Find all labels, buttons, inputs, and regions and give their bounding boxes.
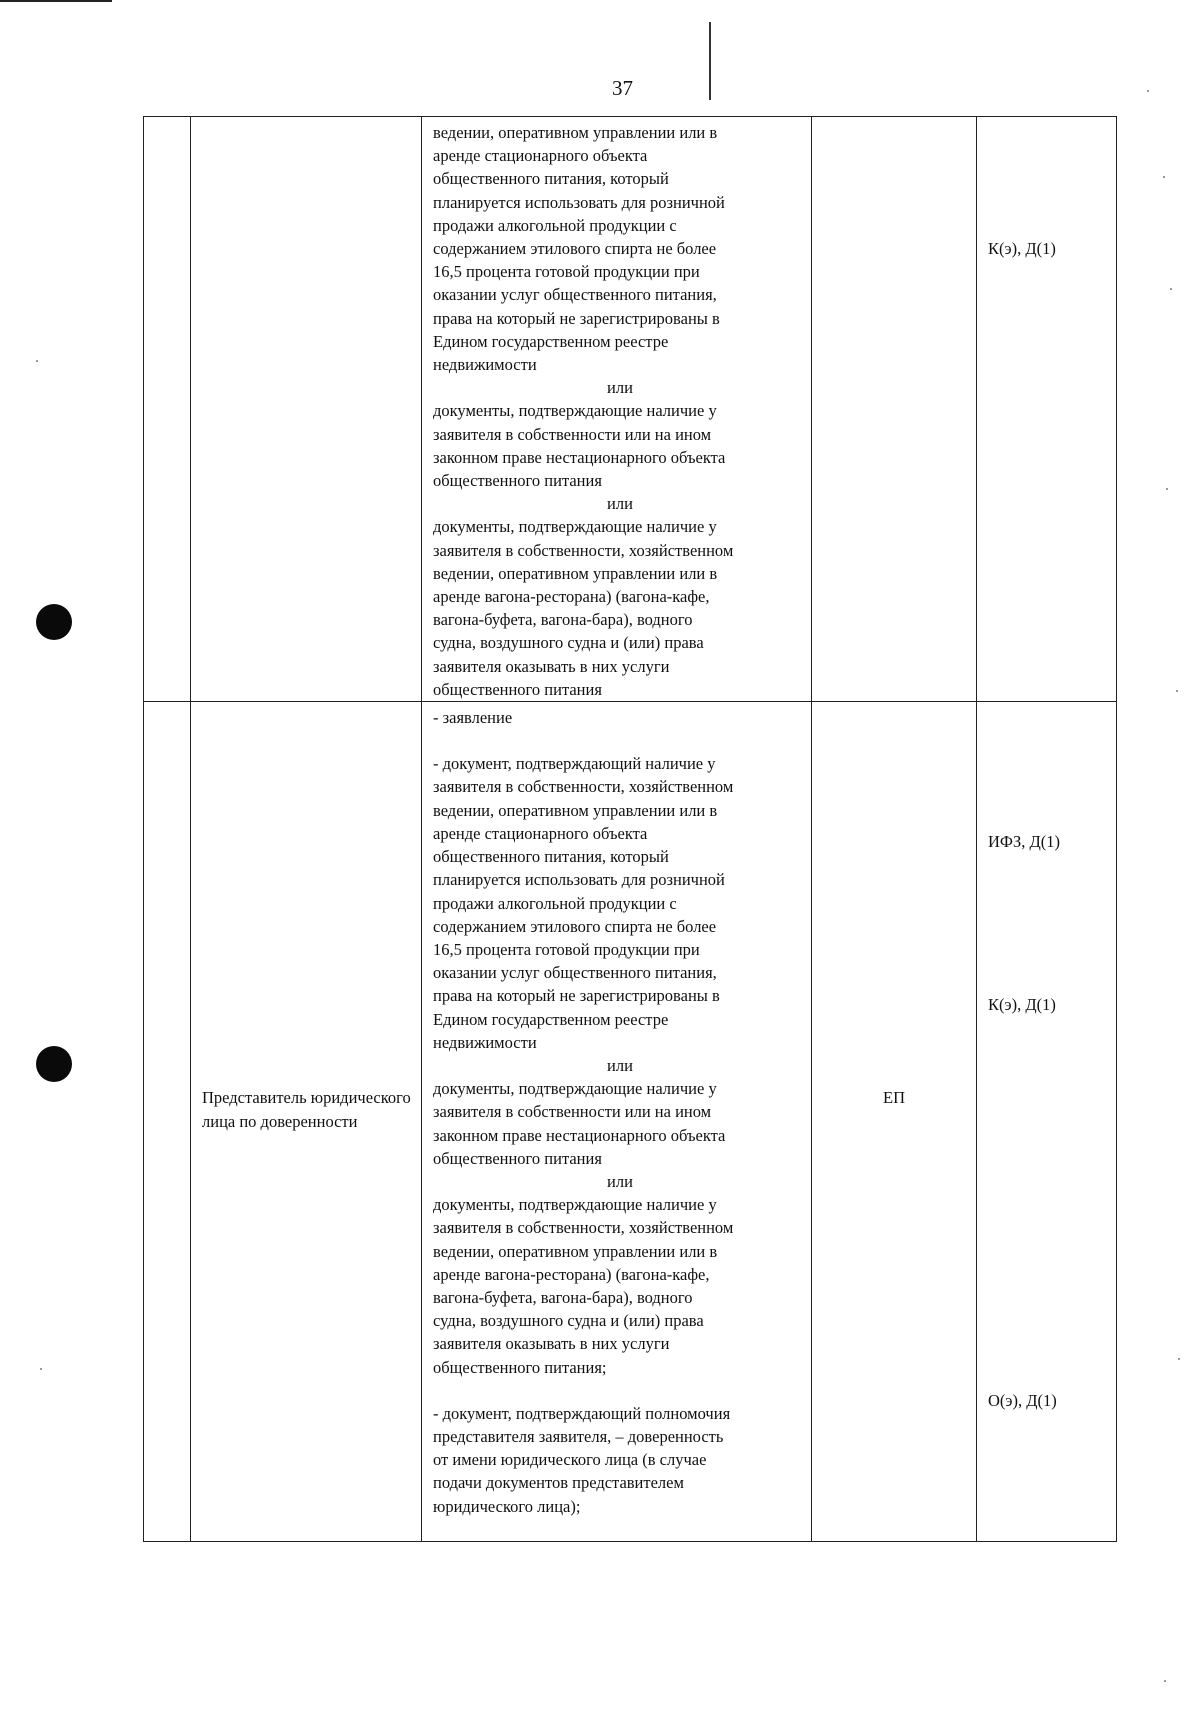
- documents-table: [143, 116, 1117, 1542]
- document-line: аренде вагона-ресторана) (вагона-кафе,: [433, 1264, 710, 1284]
- documents-cell: [422, 117, 812, 702]
- basis-code: К(э), Д(1): [988, 995, 1056, 1015]
- document-line: Едином государственном реестре: [433, 1009, 669, 1029]
- document-line: содержанием этилового спирта не более: [433, 239, 717, 259]
- applicant-cell: [191, 117, 422, 702]
- document-line: вагона-буфета, вагона-бара), водного: [433, 610, 693, 630]
- document-line: продажи алкогольной продукции с: [433, 893, 677, 913]
- document-line: общественного питания: [433, 471, 602, 491]
- scan-speck: [1176, 690, 1178, 692]
- document-line: аренде стационарного объекта: [433, 146, 648, 166]
- document-line: оказании услуг общественного питания,: [433, 963, 717, 983]
- fold-line: [709, 22, 711, 100]
- blank-line: [433, 1379, 807, 1402]
- basis-cell: [977, 117, 1117, 702]
- document-line: общественного питания, который: [433, 169, 669, 189]
- basis-code: К(э), Д(1): [988, 239, 1056, 258]
- document-line: аренде вагона-ресторана) (вагона-кафе,: [433, 587, 710, 607]
- document-line: продажи алкогольной продукции с: [433, 215, 677, 235]
- table-row: [144, 117, 1117, 702]
- form-text: ЕП: [883, 1088, 905, 1108]
- document-line: недвижимости: [433, 355, 537, 375]
- document-line: общественного питания, который: [433, 847, 669, 867]
- document-line: - документ, подтверждающий наличие у: [433, 754, 716, 774]
- scan-speck: [36, 360, 38, 362]
- document-line: судна, воздушного судна и (или) права: [433, 633, 704, 653]
- document-line: планируется использовать для розничной: [433, 192, 725, 212]
- punch-hole-lower: [36, 1046, 72, 1082]
- document-line: заявителя в собственности, хозяйственном: [433, 777, 734, 797]
- document-line: заявителя оказывать в них услуги: [433, 656, 670, 676]
- documents-cell: [422, 702, 812, 1542]
- document-line: - заявление: [433, 708, 513, 728]
- document-line: подачи документов представителем: [433, 1473, 684, 1493]
- scan-speck: [1147, 90, 1149, 92]
- document-line: ведении, оперативном управлении или в: [433, 1241, 718, 1261]
- form-cell: [812, 117, 977, 702]
- document-line: общественного питания: [433, 679, 602, 699]
- document-line: аренде стационарного объекта: [433, 823, 648, 843]
- document-line: права на который не зарегистрированы в: [433, 308, 720, 328]
- document-line: законном праве нестационарного объекта: [433, 1125, 726, 1145]
- basis-cell: [977, 702, 1117, 1542]
- applicant-cell: [191, 702, 422, 1542]
- form-cell: [812, 702, 977, 1542]
- document-line: законном праве нестационарного объекта: [433, 447, 726, 467]
- document-line: планируется использовать для розничной: [433, 870, 725, 890]
- document-line: - документ, подтверждающий полномочия: [433, 1403, 731, 1423]
- top-rule: [0, 0, 112, 2]
- page-number: 37: [612, 76, 633, 100]
- document-line: 16,5 процента готовой продукции при: [433, 262, 700, 282]
- applicant-text: Представитель юридического лица по доверенности: [202, 1088, 411, 1132]
- scan-speck: [1178, 1358, 1180, 1360]
- document-line: вагона-буфета, вагона-бара), водного: [433, 1287, 693, 1307]
- document-line: содержанием этилового спирта не более: [433, 916, 717, 936]
- punch-hole-upper: [36, 604, 72, 640]
- document-line: заявителя оказывать в них услуги: [433, 1334, 670, 1354]
- blank-line: [433, 729, 807, 752]
- basis-code: ИФЗ, Д(1): [988, 832, 1060, 852]
- document-line: документы, подтверждающие наличие у: [433, 1195, 717, 1215]
- document-line: ведении, оперативном управлении или в: [433, 563, 718, 583]
- document-line: от имени юридического лица (в случае: [433, 1450, 707, 1470]
- or-separator: или: [607, 1171, 633, 1191]
- or-separator: или: [607, 1055, 633, 1075]
- document-line: документы, подтверждающие наличие у: [433, 517, 717, 537]
- document-line: недвижимости: [433, 1032, 537, 1052]
- basis-code: О(э), Д(1): [988, 1391, 1057, 1411]
- document-line: общественного питания: [433, 1148, 602, 1168]
- document-line: 16,5 процента готовой продукции при: [433, 939, 700, 959]
- scan-speck: [40, 1368, 42, 1370]
- document-line: заявителя в собственности, хозяйственном: [433, 1218, 734, 1238]
- document-line: права на который не зарегистрированы в: [433, 986, 720, 1006]
- or-separator: или: [607, 378, 633, 398]
- document-line: Едином государственном реестре: [433, 331, 669, 351]
- or-separator: или: [607, 494, 633, 514]
- document-line: заявителя в собственности, хозяйственном: [433, 540, 734, 560]
- scan-speck: [1163, 176, 1165, 178]
- number-cell: [144, 702, 191, 1542]
- document-line: общественного питания;: [433, 1357, 607, 1377]
- document-line: документы, подтверждающие наличие у: [433, 401, 717, 421]
- document-line: судна, воздушного судна и (или) права: [433, 1311, 704, 1331]
- document-line: заявителя в собственности или на ином: [433, 424, 712, 444]
- document-line: оказании услуг общественного питания,: [433, 285, 717, 305]
- scan-speck: [1170, 288, 1172, 290]
- document-line: документы, подтверждающие наличие у: [433, 1079, 717, 1099]
- document-line: ведении, оперативном управлении или в: [433, 123, 718, 142]
- document-line: представителя заявителя, – доверенность: [433, 1426, 724, 1446]
- number-cell: [144, 117, 191, 702]
- document-line: ведении, оперативном управлении или в: [433, 800, 718, 820]
- document-line: юридического лица);: [433, 1496, 581, 1516]
- document-line: заявителя в собственности или на ином: [433, 1102, 712, 1122]
- scan-speck: [1166, 488, 1168, 490]
- scan-speck: [1164, 1680, 1166, 1682]
- table-row: [144, 702, 1117, 1542]
